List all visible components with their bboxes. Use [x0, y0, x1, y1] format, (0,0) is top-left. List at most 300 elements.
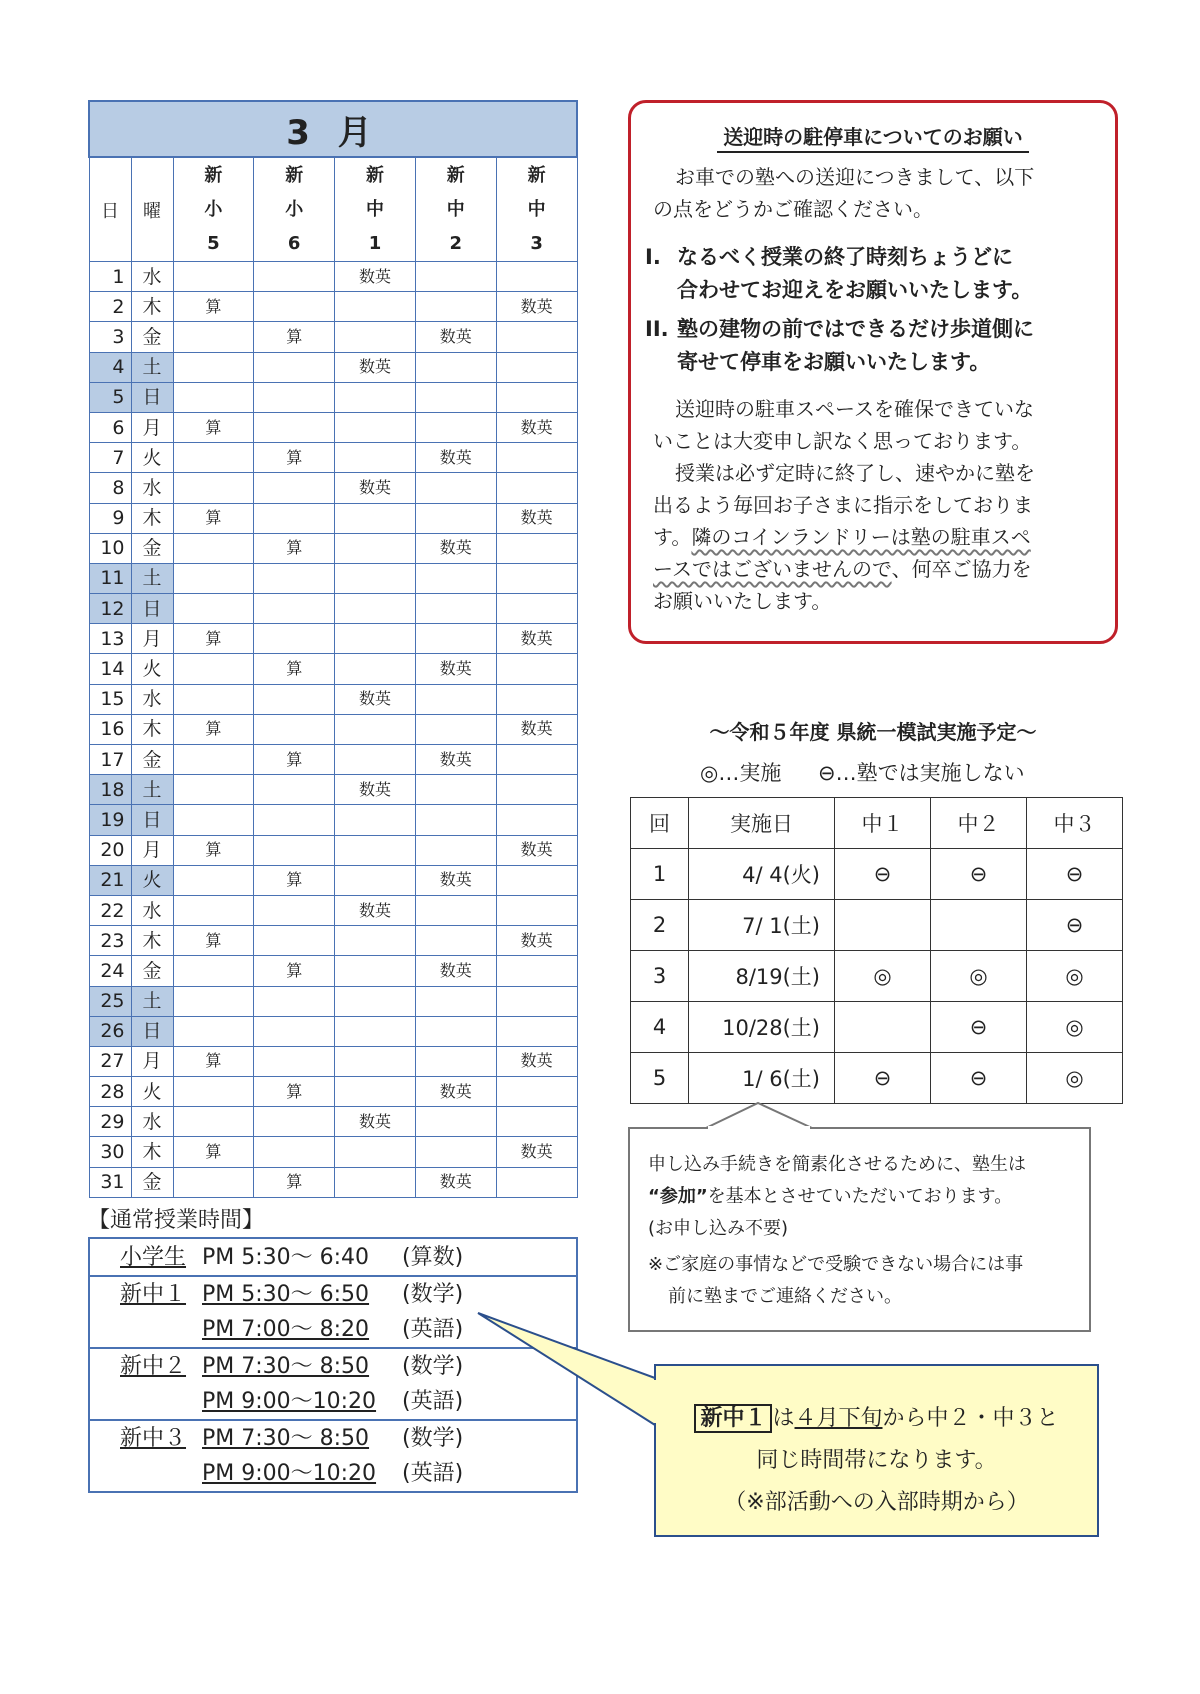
- notice-body-line: [653, 553, 1105, 585]
- class-cell: [335, 745, 416, 775]
- notice-rule-1: [645, 241, 1105, 307]
- class-cell: 数英: [496, 292, 577, 322]
- class-cell: [415, 412, 496, 442]
- date-cell: 21: [89, 865, 131, 895]
- class-cell: 数英: [335, 684, 416, 714]
- class-cell: 数英: [496, 624, 577, 654]
- exam-header-cell: 回: [631, 798, 689, 849]
- callout-note: [648, 1249, 1078, 1313]
- header-grade-2: [335, 157, 416, 262]
- header-char: 新: [204, 164, 223, 186]
- callout-main-text: [648, 1149, 1078, 1245]
- calendar-row: [89, 594, 577, 624]
- calendar-row: [89, 865, 577, 895]
- class-cell: 数英: [335, 352, 416, 382]
- subject: (数学): [402, 1426, 464, 1451]
- march-calendar: [88, 100, 578, 1198]
- calendar-row: [89, 956, 577, 986]
- weekday-cell: 金: [131, 956, 173, 986]
- class-cell: 数英: [415, 654, 496, 684]
- notice-body-line: 出るよう毎回お子さまに指示をしておりま: [653, 493, 1033, 517]
- class-cell: [173, 1016, 254, 1046]
- class-cell: [254, 292, 335, 322]
- calendar-row: [89, 835, 577, 865]
- text-segment: を基本とさせていただいております。: [707, 1186, 1013, 1207]
- header-weekday: 曜: [131, 157, 173, 262]
- class-cell: [335, 1077, 416, 1107]
- calendar-row: [89, 262, 577, 292]
- class-cell: [335, 443, 416, 473]
- time-range: PM 5:30～ 6:40: [202, 1244, 370, 1270]
- weekday-cell: 月: [131, 412, 173, 442]
- class-cell: [254, 926, 335, 956]
- class-cell: 算: [173, 412, 254, 442]
- weekday-cell: 火: [131, 1077, 173, 1107]
- laundromat-warning-cont: ースではございませんので: [653, 557, 892, 581]
- class-cell: [335, 1167, 416, 1197]
- exam-round: 1: [631, 849, 689, 900]
- class-cell: [415, 262, 496, 292]
- class-cell: [173, 594, 254, 624]
- exam-row: [631, 1053, 1123, 1104]
- calendar-row: [89, 322, 577, 352]
- calendar-row: [89, 382, 577, 412]
- header-char: 5: [207, 232, 220, 254]
- class-cell: [496, 262, 577, 292]
- time-range: PM 7:30～ 8:50: [202, 1354, 370, 1379]
- weekday-cell: 金: [131, 1167, 173, 1197]
- class-cell: [335, 1016, 416, 1046]
- class-cell: [254, 594, 335, 624]
- class-cell: [335, 1137, 416, 1167]
- class-cell: 数英: [415, 745, 496, 775]
- class-time-cell: [89, 1420, 577, 1492]
- class-cell: 数英: [415, 443, 496, 473]
- class-cell: [415, 352, 496, 382]
- class-cell: 算: [254, 654, 335, 684]
- calendar-row: [89, 926, 577, 956]
- date-cell: 14: [89, 654, 131, 684]
- class-cell: [173, 986, 254, 1016]
- weekday-cell: 水: [131, 262, 173, 292]
- exam-date: 4/ 4(火): [689, 849, 835, 900]
- exam-status-symbol: ⊖: [835, 849, 931, 900]
- weekday-cell: 日: [131, 805, 173, 835]
- weekday-cell: 土: [131, 352, 173, 382]
- class-cell: [335, 322, 416, 352]
- weekday-cell: 日: [131, 382, 173, 412]
- class-cell: [496, 473, 577, 503]
- rule-line: 塾の建物の前ではできるだけ歩道側に: [677, 317, 1034, 341]
- class-cell: [335, 926, 416, 956]
- class-cell: [415, 563, 496, 593]
- class-cell: [415, 503, 496, 533]
- class-time-line: [120, 1456, 576, 1491]
- class-cell: 数英: [415, 956, 496, 986]
- date-cell: 12: [89, 594, 131, 624]
- class-cell: [415, 292, 496, 322]
- class-cell: 数英: [415, 533, 496, 563]
- calendar-row: [89, 503, 577, 533]
- class-cell: [173, 1107, 254, 1137]
- class-cell: 算: [173, 503, 254, 533]
- header-char: 中: [446, 198, 465, 220]
- class-cell: [496, 563, 577, 593]
- time-range: PM 9:00～10:20: [202, 1461, 377, 1486]
- text-segment: 、何卒ご協力を: [891, 557, 1032, 581]
- header-day: 日: [89, 157, 131, 262]
- class-cell: [173, 684, 254, 714]
- calendar-row: [89, 473, 577, 503]
- rule-line: 寄せて停車をお願いいたします。: [677, 350, 991, 374]
- exam-row: [631, 1002, 1123, 1053]
- subject: (英語): [402, 1461, 464, 1486]
- weekday-cell: 金: [131, 745, 173, 775]
- subject: (数学): [402, 1354, 464, 1379]
- note-line-1: [656, 1398, 1097, 1440]
- class-time-line: [120, 1384, 576, 1419]
- date-cell: 15: [89, 684, 131, 714]
- header-grade-3: [415, 157, 496, 262]
- class-cell: [415, 805, 496, 835]
- callout-line: 申し込み手続きを簡素化させるために、塾生は: [648, 1154, 1026, 1175]
- text-segment: す。: [653, 525, 692, 549]
- class-cell: [173, 563, 254, 593]
- class-cell: [254, 986, 335, 1016]
- class-cell: 数英: [496, 835, 577, 865]
- date-cell: 3: [89, 322, 131, 352]
- weekday-cell: 金: [131, 533, 173, 563]
- class-cell: 算: [173, 1137, 254, 1167]
- date-cell: 2: [89, 292, 131, 322]
- calendar-row: [89, 1167, 577, 1197]
- exam-status-symbol: ◎: [1027, 951, 1123, 1002]
- calendar-title: 3 月: [89, 101, 577, 157]
- class-cell: [254, 835, 335, 865]
- weekday-cell: 月: [131, 624, 173, 654]
- header-char: 小: [285, 198, 304, 220]
- notice-intro-line: の点をどうかご確認ください。: [653, 197, 933, 221]
- class-cell: [496, 352, 577, 382]
- callout-line: ※ご家庭の事情などで受験できない場合には事: [648, 1254, 1024, 1275]
- header-char: 1: [368, 232, 382, 254]
- class-cell: [415, 895, 496, 925]
- class-time-group: [89, 1420, 577, 1492]
- exam-row: [631, 951, 1123, 1002]
- class-cell: 算: [254, 956, 335, 986]
- class-cell: [496, 443, 577, 473]
- class-cell: [415, 714, 496, 744]
- class-cell: [173, 443, 254, 473]
- rule-number: II.: [645, 317, 669, 341]
- weekday-cell: 土: [131, 986, 173, 1016]
- exam-round: 4: [631, 1002, 689, 1053]
- class-cell: [415, 1137, 496, 1167]
- header-char: 新: [285, 164, 304, 186]
- exam-round: 2: [631, 900, 689, 951]
- class-cell: [335, 624, 416, 654]
- calendar-row: [89, 714, 577, 744]
- class-cell: [173, 745, 254, 775]
- weekday-cell: 土: [131, 563, 173, 593]
- class-cell: 数英: [335, 473, 416, 503]
- weekday-cell: 木: [131, 926, 173, 956]
- header-char: 中: [527, 198, 546, 220]
- calendar-row: [89, 775, 577, 805]
- laundromat-warning: 隣のコインランドリーは塾の駐車スペ: [691, 525, 1031, 549]
- weekday-cell: 木: [131, 1137, 173, 1167]
- class-cell: [415, 775, 496, 805]
- legend-not-conducted: ⊖…塾では実施しない: [818, 761, 1025, 785]
- class-cell: [415, 1016, 496, 1046]
- class-cell: [335, 865, 416, 895]
- weekday-cell: 日: [131, 594, 173, 624]
- class-cell: 算: [173, 624, 254, 654]
- class-time-cell: [89, 1276, 577, 1348]
- class-cell: [415, 1046, 496, 1076]
- date-cell: 17: [89, 745, 131, 775]
- date-cell: 26: [89, 1016, 131, 1046]
- exam-header-cell: 中１: [835, 798, 931, 849]
- class-cell: [496, 684, 577, 714]
- exam-status-symbol: ⊖: [931, 1053, 1027, 1104]
- weekday-cell: 水: [131, 684, 173, 714]
- class-cell: [415, 1107, 496, 1137]
- class-cell: [173, 805, 254, 835]
- class-cell: [496, 1167, 577, 1197]
- class-cell: [254, 1107, 335, 1137]
- exam-status-symbol: ⊖: [1027, 849, 1123, 900]
- time-range: PM 7:30～ 8:50: [202, 1426, 370, 1451]
- exam-status-symbol: ◎: [1027, 1053, 1123, 1104]
- class-cell: 数英: [496, 926, 577, 956]
- header-char: 中: [365, 198, 384, 220]
- class-cell: [173, 865, 254, 895]
- notice-body-line: [653, 521, 1105, 553]
- class-cell: 算: [254, 865, 335, 895]
- class-cell: 数英: [496, 412, 577, 442]
- calendar-header-row: [89, 157, 577, 262]
- class-cell: [254, 382, 335, 412]
- exam-status-symbol: ◎: [1027, 1002, 1123, 1053]
- class-cell: [335, 533, 416, 563]
- text-segment: は: [772, 1406, 795, 1431]
- weekday-cell: 水: [131, 895, 173, 925]
- header-grade-0: [173, 157, 254, 262]
- class-cell: [496, 1016, 577, 1046]
- exam-row: [631, 900, 1123, 951]
- date-cell: 7: [89, 443, 131, 473]
- callout-line: 前に塾までご連絡ください。: [668, 1286, 902, 1307]
- date-cell: 6: [89, 412, 131, 442]
- class-cell: [415, 986, 496, 1016]
- class-cell: [415, 594, 496, 624]
- schedule-change-note: [654, 1364, 1099, 1537]
- time-range: PM 9:00～10:20: [202, 1389, 377, 1414]
- date-cell: 29: [89, 1107, 131, 1137]
- date-cell: 1: [89, 262, 131, 292]
- class-cell: [496, 986, 577, 1016]
- time-range: PM 7:00～ 8:20: [202, 1317, 370, 1342]
- exam-status-symbol: ⊖: [931, 849, 1027, 900]
- header-char: 3: [530, 232, 543, 254]
- class-time-line: [120, 1240, 576, 1275]
- class-cell: [173, 956, 254, 986]
- weekday-cell: 水: [131, 1107, 173, 1137]
- class-cell: [173, 895, 254, 925]
- weekday-cell: 木: [131, 714, 173, 744]
- notice-intro-line: お車での塾への送迎につきまして、以下: [675, 165, 1035, 189]
- class-cell: 算: [254, 322, 335, 352]
- class-cell: [496, 533, 577, 563]
- class-time-cell: [89, 1348, 577, 1420]
- calendar-row: [89, 745, 577, 775]
- exam-status-symbol: [931, 900, 1027, 951]
- date-cell: 23: [89, 926, 131, 956]
- grade-label: 新中１: [120, 1282, 187, 1307]
- class-cell: 数英: [415, 322, 496, 352]
- weekday-cell: 水: [131, 473, 173, 503]
- class-cell: [254, 503, 335, 533]
- date-cell: 25: [89, 986, 131, 1016]
- exam-schedule-table: [630, 797, 1123, 1104]
- header-char: 新: [527, 164, 546, 186]
- notice-body-line: 送迎時の駐車スペースを確保できていな: [675, 397, 1034, 421]
- class-cell: 数英: [415, 1167, 496, 1197]
- class-cell: [496, 895, 577, 925]
- class-cell: [335, 714, 416, 744]
- class-cell: [335, 805, 416, 835]
- subject: (算数): [402, 1244, 464, 1270]
- class-cell: [496, 1107, 577, 1137]
- rule-line: 合わせてお迎えをお願いいたします。: [677, 278, 1033, 302]
- class-cell: 数英: [415, 1077, 496, 1107]
- calendar-row: [89, 1046, 577, 1076]
- class-cell: 算: [173, 714, 254, 744]
- class-cell: 算: [173, 835, 254, 865]
- class-cell: [415, 473, 496, 503]
- class-cell: 算: [254, 1077, 335, 1107]
- notice-body-line: 授業は必ず定時に終了し、速やかに塾を: [675, 461, 1035, 485]
- class-cell: [335, 594, 416, 624]
- exam-status-symbol: ⊖: [835, 1053, 931, 1104]
- callout-line: [648, 1181, 1078, 1213]
- class-cell: [496, 594, 577, 624]
- class-time-line: [120, 1421, 576, 1456]
- date-cell: 18: [89, 775, 131, 805]
- exam-legend: [700, 757, 1055, 787]
- header-char: 小: [204, 198, 223, 220]
- header-grade-1: [254, 157, 335, 262]
- class-cell: 数英: [496, 1137, 577, 1167]
- date-cell: 11: [89, 563, 131, 593]
- callout-line: (お申し込み不要): [648, 1218, 789, 1239]
- class-cell: [415, 835, 496, 865]
- header-grade-4: [496, 157, 577, 262]
- exam-schedule-title: ～令和５年度 県統一模試実施予定～: [709, 720, 1037, 744]
- calendar-row: [89, 805, 577, 835]
- date-cell: 16: [89, 714, 131, 744]
- header-char: 新: [365, 164, 384, 186]
- class-cell: 数英: [335, 895, 416, 925]
- class-cell: 数英: [335, 262, 416, 292]
- text-segment: から中２・中３と: [882, 1406, 1059, 1431]
- class-cell: [173, 322, 254, 352]
- calendar-row: [89, 684, 577, 714]
- weekday-cell: 月: [131, 1046, 173, 1076]
- calendar-row: [89, 895, 577, 925]
- class-cell: [254, 624, 335, 654]
- date-cell: 24: [89, 956, 131, 986]
- calendar-row: [89, 533, 577, 563]
- grade-label: [120, 1456, 202, 1491]
- class-cell: 算: [173, 1046, 254, 1076]
- header-char: 2: [449, 232, 463, 254]
- class-cell: [335, 412, 416, 442]
- class-cell: 数英: [335, 1107, 416, 1137]
- class-cell: [496, 745, 577, 775]
- weekday-cell: 金: [131, 322, 173, 352]
- exam-header-row: [631, 798, 1123, 849]
- class-cell: 算: [173, 292, 254, 322]
- class-cell: [254, 1016, 335, 1046]
- class-cell: [496, 654, 577, 684]
- class-cell: 算: [254, 1167, 335, 1197]
- date-cell: 9: [89, 503, 131, 533]
- exam-status-symbol: ◎: [835, 951, 931, 1002]
- date-cell: 28: [89, 1077, 131, 1107]
- class-cell: [335, 956, 416, 986]
- class-cell: [254, 262, 335, 292]
- exam-header-cell: 実施日: [689, 798, 835, 849]
- calendar-row: [89, 1077, 577, 1107]
- class-cell: [173, 1077, 254, 1107]
- class-time-group: [89, 1276, 577, 1348]
- date-cell: 13: [89, 624, 131, 654]
- class-cell: [254, 1137, 335, 1167]
- class-cell: [173, 1167, 254, 1197]
- header-char: 6: [287, 232, 301, 254]
- participation-callout: [628, 1127, 1091, 1332]
- class-times-title: 【通常授業時間】: [88, 1208, 265, 1233]
- date-cell: 10: [89, 533, 131, 563]
- note-line-3: （※部活動への入部時期から）: [724, 1490, 1029, 1515]
- weekday-cell: 日: [131, 1016, 173, 1046]
- exam-status-symbol: ◎: [931, 951, 1027, 1002]
- class-cell: [415, 382, 496, 412]
- class-time-cell: [89, 1238, 577, 1276]
- date-cell: 30: [89, 1137, 131, 1167]
- date-cell: 19: [89, 805, 131, 835]
- class-cell: [254, 412, 335, 442]
- class-cell: [415, 624, 496, 654]
- class-cell: [415, 684, 496, 714]
- date-cell: 4: [89, 352, 131, 382]
- exam-round: 3: [631, 951, 689, 1002]
- class-cell: [496, 322, 577, 352]
- late-april-text: ４月下旬: [794, 1406, 883, 1431]
- date-cell: 31: [89, 1167, 131, 1197]
- class-cell: [254, 352, 335, 382]
- grade-label: 新中３: [120, 1426, 187, 1451]
- weekday-cell: 土: [131, 775, 173, 805]
- class-cell: [254, 684, 335, 714]
- weekday-cell: 木: [131, 503, 173, 533]
- calendar-row: [89, 1016, 577, 1046]
- class-cell: [173, 654, 254, 684]
- class-cell: [173, 533, 254, 563]
- class-cell: [254, 775, 335, 805]
